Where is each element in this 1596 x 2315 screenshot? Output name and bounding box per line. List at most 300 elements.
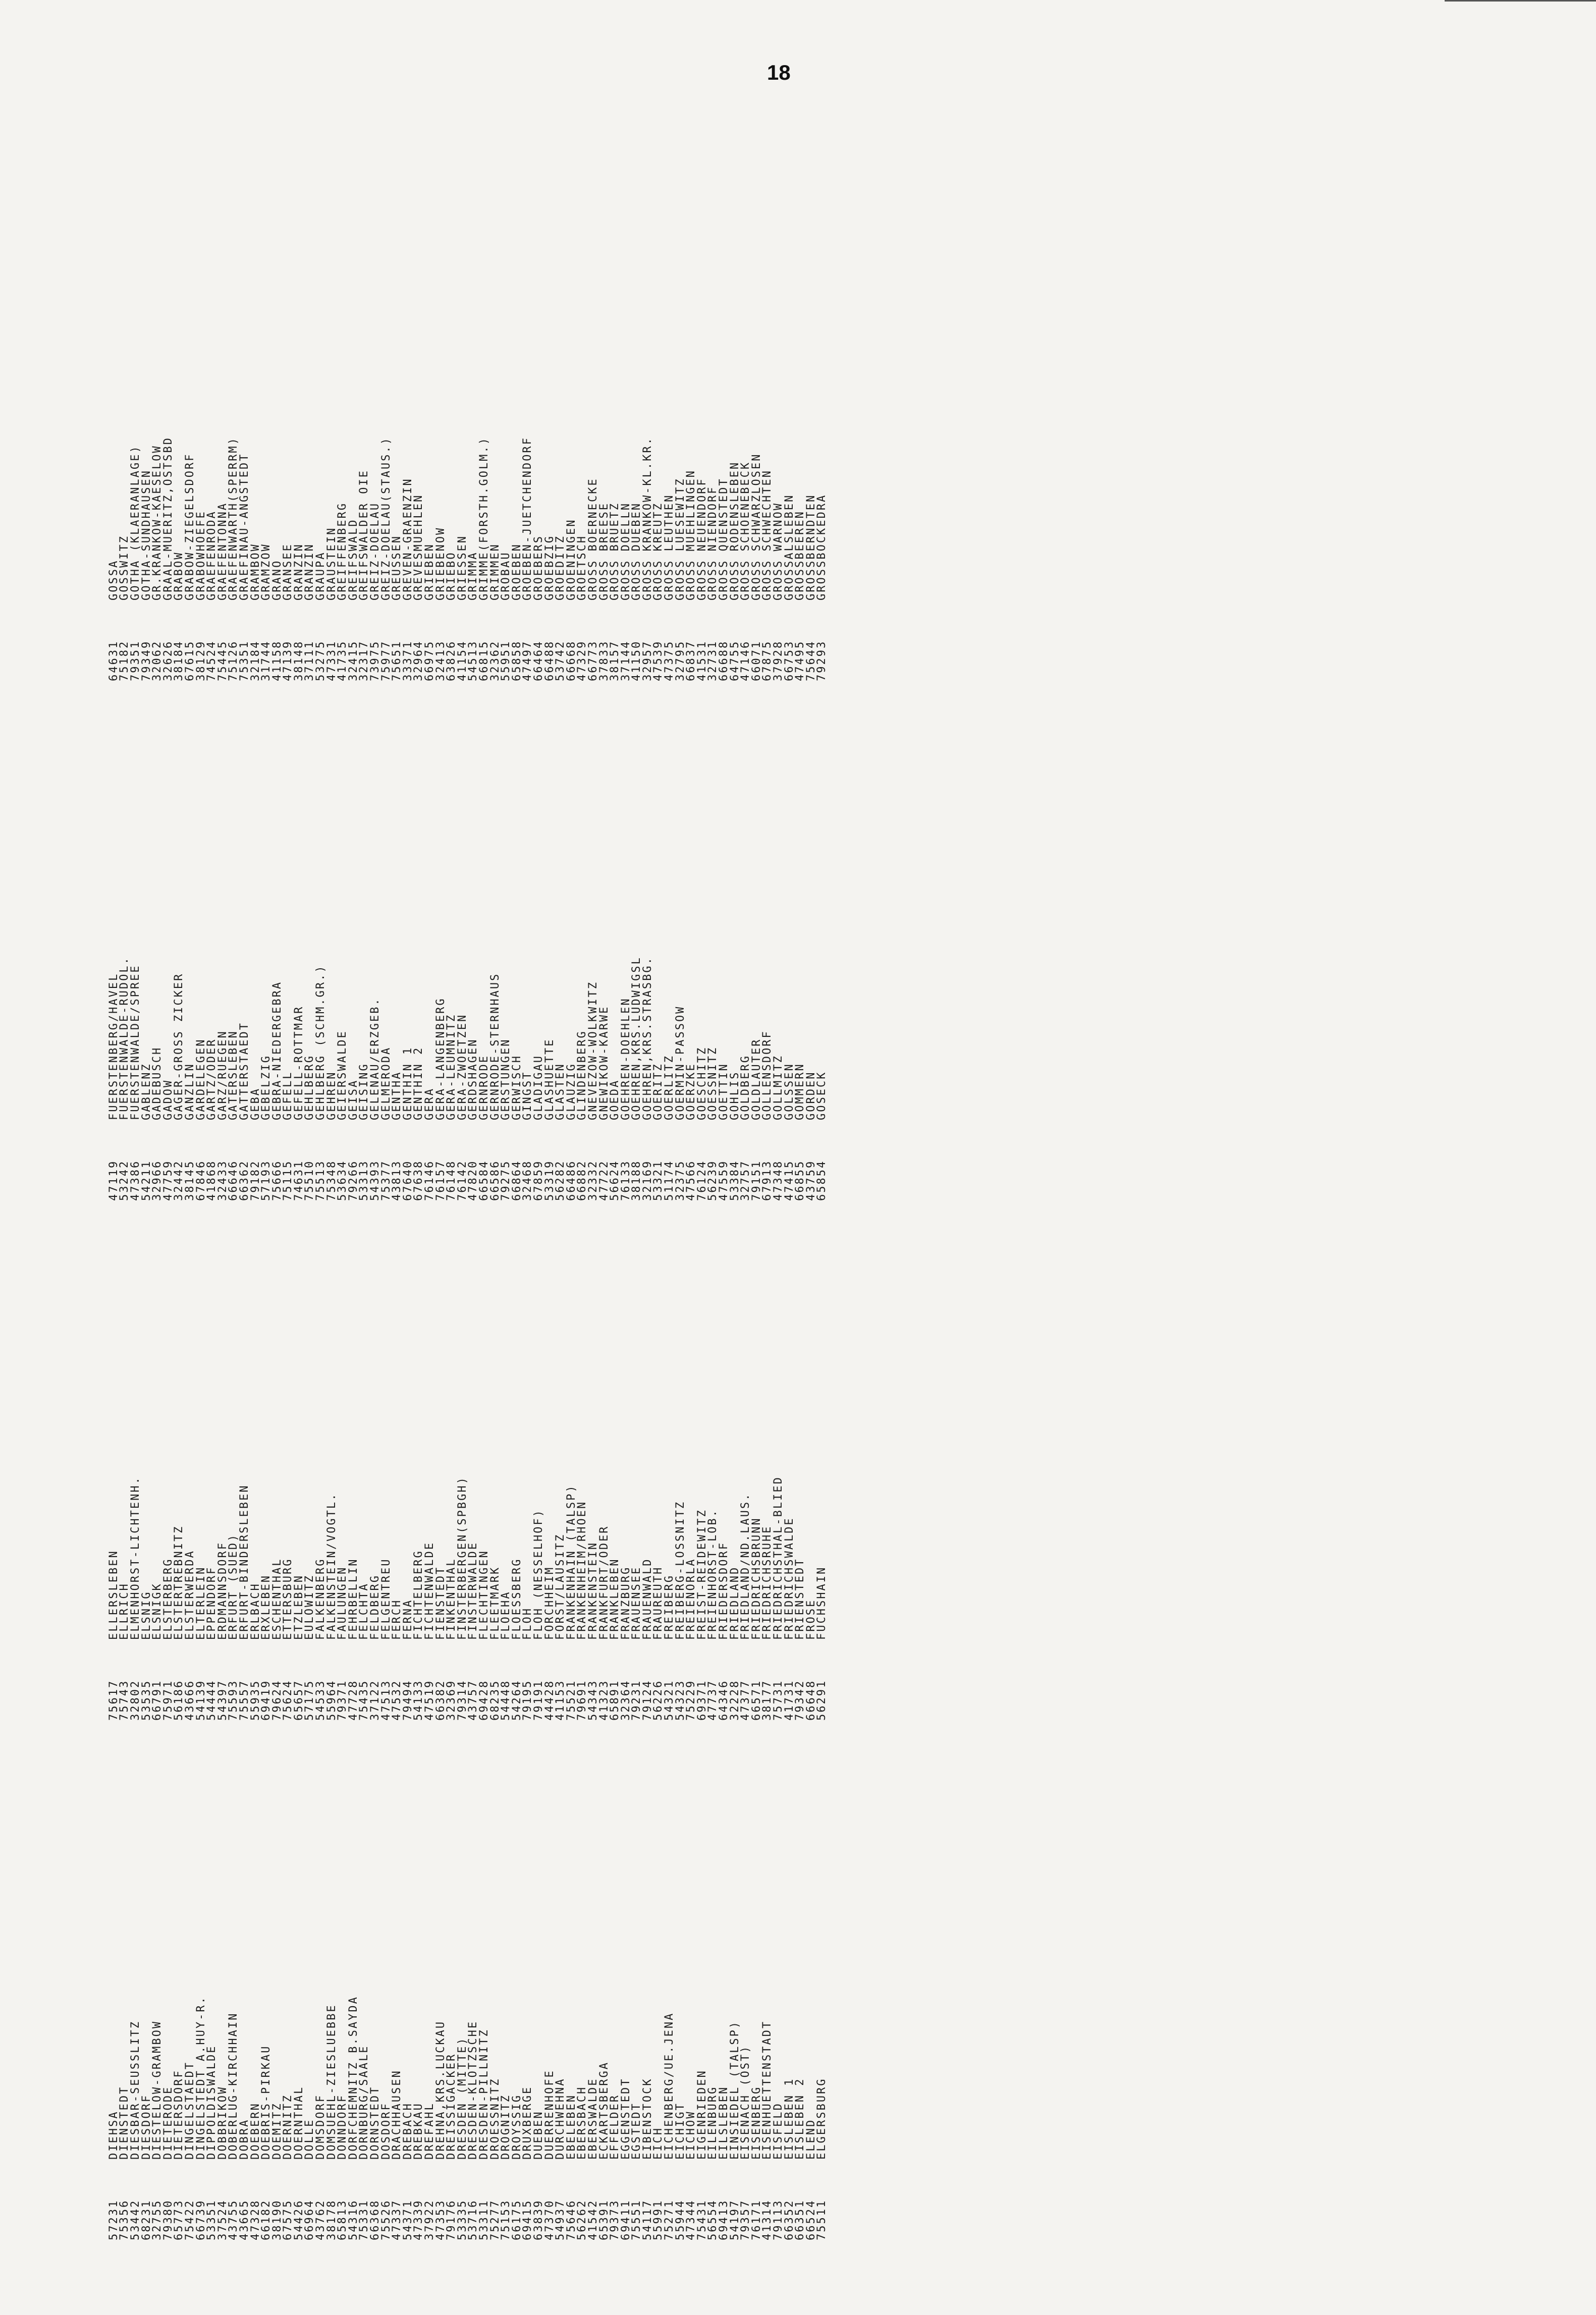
listing-entry	[120, 1741, 131, 2240]
listing-entry	[239, 1741, 250, 2240]
town-name: FRAUREUTH	[652, 1566, 665, 1640]
listing-entry	[250, 1741, 261, 2240]
listing-entry	[544, 701, 556, 1201]
listing-entry	[108, 701, 120, 1201]
town-name: GROSS RODENSLEBEN	[728, 461, 741, 600]
listing-entry	[730, 1741, 741, 2240]
listing-entry	[773, 1221, 784, 1721]
town-name: FRIEDERSDORF	[718, 1541, 731, 1640]
postal-code: 76146	[423, 1160, 436, 1201]
postal-code: 75153	[500, 2199, 513, 2240]
town-name: GERNRODE	[477, 1055, 490, 1120]
listing-entry	[163, 1741, 174, 2240]
town-name: FREIBERG	[663, 1574, 676, 1640]
postal-code: 53384	[728, 1160, 741, 1201]
postal-code: 53319	[543, 1160, 556, 1201]
town-name: ELSTERBERG	[161, 1558, 175, 1640]
listing-entry	[206, 1741, 217, 2240]
postal-code: 54513	[467, 640, 480, 681]
postal-code: 56262	[576, 2199, 589, 2240]
listing-entry	[174, 182, 185, 681]
postal-code: 79124	[641, 1679, 654, 1721]
postal-code: 54316	[347, 2199, 360, 2240]
listing-entry	[403, 1741, 414, 2240]
listing-entry	[523, 701, 534, 1201]
town-name: GENTHA	[391, 1071, 404, 1120]
listing-entry	[675, 1221, 686, 1721]
town-name: GEHREN	[325, 1071, 338, 1120]
listing-entry	[621, 1221, 632, 1721]
postal-code: 73975	[369, 640, 382, 681]
town-name: GORDEN	[804, 1071, 817, 1120]
town-name: FRANKFURT/ODER	[597, 1525, 611, 1640]
town-name: EILENBURG	[706, 2085, 720, 2160]
listing-entry	[468, 701, 479, 1201]
town-name: GAGER-GROSS ZICKER	[173, 972, 186, 1120]
town-name: DIESBAR-SEUSSLITZ	[129, 2020, 142, 2160]
postal-code: 75743	[118, 1679, 131, 1721]
town-name: FINSTERBERGEN(SPBGH)	[456, 1476, 469, 1640]
town-name: ERLBACH	[249, 1582, 262, 1640]
listing-entry	[403, 701, 414, 1201]
postal-code: 66753	[783, 640, 796, 681]
postal-code: 38184	[173, 640, 186, 681]
town-name: DOMSUEHL-ZIESLUEBBE	[325, 2004, 338, 2160]
postal-code: 75445	[216, 640, 229, 681]
postal-code: 47339	[412, 2199, 425, 2240]
town-name: GROETSCH	[576, 535, 589, 600]
postal-code: 41153	[554, 1679, 567, 1721]
listing-entry	[229, 1741, 240, 2240]
postal-code: 32442	[173, 1160, 186, 1201]
listing-entry	[621, 1741, 632, 2240]
postal-code: 38148	[292, 640, 305, 681]
postal-code: 75526	[379, 2199, 393, 2240]
listing-entry	[392, 182, 403, 681]
listing-entry	[512, 1741, 523, 2240]
town-name: DORNBURG/SAALE	[358, 2045, 371, 2160]
town-name: GROSS BOERNECKE	[586, 477, 599, 600]
postal-code: 76148	[445, 1160, 458, 1201]
listing-entry	[239, 1221, 250, 1721]
town-name: FICHTELBERG	[412, 1550, 425, 1640]
postal-code: 67913	[761, 1160, 774, 1201]
postal-code: 76157	[434, 1160, 447, 1201]
postal-code: 53442	[129, 2199, 142, 2240]
listing-entry	[719, 182, 730, 681]
postal-code: 37922	[423, 2199, 436, 2240]
listing-entry	[523, 182, 534, 681]
postal-code: 53634	[336, 1160, 349, 1201]
town-name: GERA-ZWOETZEN	[456, 1013, 469, 1120]
listing-entry	[435, 1221, 447, 1721]
town-name: EGGENSTEDT	[619, 2077, 632, 2160]
postal-code: 32362	[488, 640, 502, 681]
town-name: GEIERSWALDE	[336, 1030, 349, 1120]
town-name: EBERSWALDE	[586, 2077, 599, 2160]
postal-code: 43762	[314, 2199, 327, 2240]
postal-code: 69419	[260, 1679, 273, 1721]
town-name: ERFURT-BINDERSLEBEN	[238, 1484, 251, 1640]
listing-entry	[261, 1221, 272, 1721]
listing-entry	[479, 182, 490, 681]
town-name: DRUXBERGE	[521, 2085, 534, 2160]
postal-code: 75348	[325, 1160, 338, 1201]
town-name: EILSLEBEN	[718, 2085, 731, 2160]
postal-code: 54264	[510, 1679, 523, 1721]
listing-entry	[424, 701, 435, 1201]
postal-code: 32964	[412, 640, 425, 681]
postal-code: 33371	[401, 640, 414, 681]
listing-entry	[446, 1221, 457, 1721]
listing-block	[108, 1221, 1501, 1721]
town-name: GRAEFENRODA	[205, 510, 218, 600]
listing-entry	[294, 701, 305, 1201]
town-name: DREISSIGACKER	[445, 2053, 458, 2160]
town-name: DOEBRIS-PIRKAU	[260, 2045, 273, 2160]
town-name: GABLENZ	[140, 1063, 153, 1120]
postal-code: 69411	[619, 2199, 632, 2240]
listing-entry	[250, 1221, 261, 1721]
listing-entry	[348, 1741, 359, 2240]
listing-entry	[479, 701, 490, 1201]
listing-entry	[501, 1741, 512, 2240]
listing-entry	[555, 182, 566, 681]
listing-entry	[152, 182, 163, 681]
listing-entry	[403, 1221, 414, 1721]
listing-entry	[653, 182, 665, 681]
postal-code: 53716	[467, 2199, 480, 2240]
listing-entry	[446, 1741, 457, 2240]
postal-code: 79151	[750, 1160, 763, 1201]
listing-entry	[740, 1741, 751, 2240]
postal-code: 53275	[314, 640, 327, 681]
postal-code: 75551	[630, 2199, 643, 2240]
listing-entry	[708, 1221, 719, 1721]
town-name: EPPENDORF	[205, 1566, 218, 1640]
listing-entry	[751, 1741, 762, 2240]
town-name: EISLEBEN 1	[783, 2077, 796, 2160]
town-name: DROYSSIG	[510, 2094, 523, 2160]
page-corner-edge	[1445, 0, 1596, 17]
postal-code: 69415	[521, 2199, 534, 2240]
listing-entry	[468, 1221, 479, 1721]
listing-entry	[130, 1741, 141, 2240]
postal-code: 51174	[663, 1160, 676, 1201]
listing-entry	[229, 1221, 240, 1721]
town-name: FALKENSTEIN/VOGTL.	[325, 1492, 338, 1640]
postal-code: 31744	[260, 640, 273, 681]
listing-entry	[577, 182, 588, 681]
listing-entry	[751, 182, 762, 681]
listing-entry	[653, 1221, 665, 1721]
listing-entry	[108, 1221, 120, 1721]
listing-entry	[577, 1221, 588, 1721]
listing-entry	[152, 1221, 163, 1721]
listing-entry	[533, 1221, 544, 1721]
postal-code: 32802	[129, 1679, 142, 1721]
listing-entry	[261, 182, 272, 681]
town-name: GEBELZIG	[260, 1055, 273, 1120]
listing-entry	[272, 182, 283, 681]
listing-entry	[490, 1221, 501, 1721]
town-name: GOEDA	[609, 1079, 622, 1120]
listing-entry	[348, 1221, 359, 1721]
listing-entry	[250, 182, 261, 681]
town-name: GRIEBO	[445, 551, 458, 600]
listing-entry	[686, 1221, 697, 1721]
listing-entry	[588, 1221, 599, 1721]
town-name: GRIMME(FORSTH.GOLM.)	[477, 436, 490, 600]
listing-entry	[457, 1741, 468, 2240]
postal-code: 57231	[107, 2199, 120, 2240]
listing-entry	[174, 1221, 185, 1721]
listing-entry	[544, 182, 556, 681]
town-name: GARZ/RUEGEN	[216, 1030, 229, 1120]
postal-code: 75521	[565, 1679, 578, 1721]
town-name: GROEBEN-JUETCHENDORF	[521, 436, 534, 600]
postal-code: 41735	[336, 640, 349, 681]
postal-code: 47539	[652, 640, 665, 681]
postal-code: 54397	[216, 1679, 229, 1721]
postal-code: 66486	[565, 1160, 578, 1201]
postal-code: 63826	[445, 640, 458, 681]
postal-code: 76124	[695, 1160, 708, 1201]
postal-code: 68231	[140, 2199, 153, 2240]
postal-code: 79293	[815, 640, 829, 681]
postal-code: 43755	[227, 2199, 240, 2240]
postal-code: 66368	[369, 2199, 382, 2240]
town-name: GREUSSEN	[391, 535, 404, 600]
postal-code: 75182	[118, 640, 131, 681]
listing-entry	[577, 1741, 588, 2240]
town-name: GRAUPA	[314, 551, 327, 600]
postal-code: 32626	[161, 640, 175, 681]
town-name: GERA-LANGENBERG	[434, 997, 447, 1120]
postal-code: 32795	[674, 640, 687, 681]
postal-code: 53742	[554, 640, 567, 681]
town-name: EGSTEDT	[630, 2102, 643, 2160]
listing-entry	[632, 701, 643, 1201]
listing-entry	[141, 182, 152, 681]
listing-entry	[806, 1741, 817, 2240]
listing-entry	[588, 1741, 599, 2240]
postal-code: 79351	[129, 640, 142, 681]
town-name: GROEBEN	[510, 543, 523, 600]
town-name: GROSS QUENSTEDT	[718, 477, 731, 600]
postal-code: 56186	[173, 1679, 186, 1721]
listing-entry	[163, 182, 174, 681]
town-name: GOMMERN	[794, 1063, 807, 1120]
town-name: GEISING	[358, 1063, 371, 1120]
postal-code: 65657	[292, 1679, 305, 1721]
postal-code: 55944	[674, 2199, 687, 2240]
town-name: GOHLIS	[728, 1071, 741, 1120]
town-name: GRIEBENOW	[434, 526, 447, 600]
postal-code: 54343	[586, 1679, 599, 1721]
listing-entry	[533, 1741, 544, 2240]
town-name: GROSS DUEBEN	[630, 502, 643, 600]
town-name: GROSS KREUTZ	[652, 502, 665, 600]
listing-entry	[817, 1741, 828, 2240]
town-name: GREIFSWALD	[347, 518, 360, 600]
listing-entry	[174, 701, 185, 1201]
listing-entry	[642, 1221, 653, 1721]
postal-code: 75377	[379, 1160, 393, 1201]
listing-entry	[697, 182, 708, 681]
listing-entry	[130, 701, 141, 1201]
postal-code: 56624	[609, 1160, 622, 1201]
listing-entry	[283, 701, 294, 1201]
postal-code: 47566	[685, 1160, 698, 1201]
town-name: EIBENSTOCK	[641, 2077, 654, 2160]
postal-code: 32966	[151, 1160, 164, 1201]
postal-code: 66182	[260, 2199, 273, 2240]
postal-code: 75731	[772, 1679, 785, 1721]
postal-code: 54448	[500, 1679, 513, 1721]
town-name: GANZLIN	[183, 1063, 196, 1120]
postal-code: 79691	[576, 1679, 589, 1721]
listing-entry	[305, 182, 316, 681]
town-name: GROSSBOCKEDRA	[815, 493, 829, 600]
town-name: GOEHREN,KRS.LUDWIGSL	[630, 956, 643, 1120]
listing-entry	[795, 1221, 806, 1721]
listing-entry	[392, 1221, 403, 1721]
town-name: FUERSTENBERG/HAVEL	[107, 972, 120, 1120]
town-name: GRAMZOW	[260, 543, 273, 600]
postal-code: 75593	[227, 1679, 240, 1721]
town-name: FLECHTINGEN	[477, 1550, 490, 1640]
town-name: GROSSALSLEBEN	[783, 493, 796, 600]
town-name: GROSS BREESE	[597, 502, 611, 600]
town-name: GATERSLEBEN	[227, 1030, 240, 1120]
postal-code: 79624	[270, 1679, 284, 1721]
listing-entry	[501, 701, 512, 1201]
postal-code: 37122	[369, 1679, 382, 1721]
town-name: DURCHWEHNA	[554, 2077, 567, 2160]
town-name: ESCHENTHAL	[270, 1558, 284, 1640]
listing-entry	[185, 1221, 196, 1721]
listing-entry	[632, 1741, 643, 2240]
town-name: DOBRA	[238, 2118, 251, 2160]
town-name: EICHIGT	[674, 2102, 687, 2160]
postal-code: 32757	[739, 1160, 752, 1201]
postal-code: 54937	[554, 2199, 567, 2240]
town-name: ELGERSBURG	[815, 2077, 829, 2160]
listing-entry	[675, 1741, 686, 2240]
town-name: GROSS SCHOENEBECK	[739, 461, 752, 600]
town-name: DRESDEN-PILLNITZ	[477, 2028, 490, 2160]
listing-entry	[751, 1221, 762, 1721]
listing-block	[108, 1741, 1501, 2240]
listing-entry	[512, 182, 523, 681]
listing-entry	[294, 1741, 305, 2240]
postal-code: 66964	[303, 2199, 316, 2240]
town-name: GOESSNITZ	[706, 1046, 720, 1120]
listing-entry	[348, 182, 359, 681]
postal-code: 75422	[183, 2199, 196, 2240]
postal-code: 41158	[270, 640, 284, 681]
listing-entry	[229, 701, 240, 1201]
town-name: ELMENHORST-LICHTENH.	[129, 1476, 142, 1640]
listing-entry	[206, 182, 217, 681]
postal-code: 41323	[597, 1679, 611, 1721]
postal-code: 66351	[794, 2199, 807, 2240]
town-name: DINGELSTEDT A.HUY-R.	[194, 1996, 207, 2160]
town-name: GADOW	[161, 1079, 175, 1120]
postal-code: 47759	[161, 1160, 175, 1201]
town-name: ECKARTSBERGA	[597, 2061, 611, 2160]
listing-entry	[414, 701, 425, 1201]
town-name: FEHRBELLIN	[347, 1558, 360, 1640]
listing-entry	[261, 1741, 272, 2240]
listing-entry	[272, 1741, 283, 2240]
postal-code: 54371	[401, 2199, 414, 2240]
town-name: DIPPOLDISWALDE	[205, 2045, 218, 2160]
town-name: DIENSTEDT	[118, 2085, 131, 2160]
town-name: GOERZKE	[685, 1063, 698, 1120]
town-name: GROSS LUESEWITZ	[674, 477, 687, 600]
postal-code: 79349	[140, 640, 153, 681]
listing-entry	[806, 1221, 817, 1721]
listing-entry	[206, 701, 217, 1201]
town-name: EICHENBERG/UE.JENA	[663, 2012, 676, 2160]
listing-entry	[326, 1741, 338, 2240]
town-name: FREIENORLA	[685, 1558, 698, 1640]
listing-entry	[217, 701, 229, 1201]
postal-code: 47375	[663, 640, 676, 681]
postal-code: 54211	[140, 1160, 153, 1201]
town-name: GROSS NIENDORF	[706, 485, 720, 600]
town-name: GINGST	[521, 1071, 534, 1120]
town-name: DROGNITZ	[500, 2094, 513, 2160]
postal-code: 79191	[532, 1679, 545, 1721]
postal-code: 66855	[794, 1160, 807, 1201]
town-name: GELMERODA	[379, 1046, 393, 1120]
postal-code: 75126	[227, 640, 240, 681]
town-name: ERXLEBEN	[260, 1574, 273, 1640]
postal-code: 44428	[543, 1679, 556, 1721]
postal-code: 54323	[674, 1679, 687, 1721]
postal-code: 65854	[815, 1160, 829, 1201]
town-name: GROEBERS	[532, 535, 545, 600]
town-name: GARDELEGEN	[194, 1038, 207, 1120]
town-name: FRIEDRICHSWALDE	[783, 1517, 796, 1640]
listing-entry	[196, 182, 207, 681]
listing-entry	[315, 1741, 326, 2240]
town-name: GERA-LEUMNITZ	[445, 1013, 458, 1120]
town-name: DREHNA,KRS.LUCKAU	[434, 2020, 447, 2160]
listing-entry	[359, 182, 370, 681]
postal-code: 41154	[456, 640, 469, 681]
listing-entry	[446, 182, 457, 681]
town-name: FLOH (NESSELHOF)	[532, 1509, 545, 1640]
listing-entry	[719, 701, 730, 1201]
town-name: DUERRENHOFE	[543, 2069, 556, 2160]
town-name: GEFELL-ROTTMAR	[292, 1005, 305, 1120]
postal-code: 53351	[205, 2199, 218, 2240]
town-name: EIGENRIEDEN	[695, 2069, 708, 2160]
town-name: GOEHREN,KRS.STRASBG.	[641, 956, 654, 1120]
listing-entry	[479, 1221, 490, 1721]
town-name: FUERSTENWALDE-RUDOL.	[118, 956, 131, 1120]
postal-code: 38177	[761, 1679, 774, 1721]
listing-entry	[305, 1741, 316, 2240]
postal-code: 37833	[597, 640, 611, 681]
listing-entry	[294, 182, 305, 681]
town-name: DOLLE	[303, 2118, 316, 2160]
listing-entry	[675, 701, 686, 1201]
